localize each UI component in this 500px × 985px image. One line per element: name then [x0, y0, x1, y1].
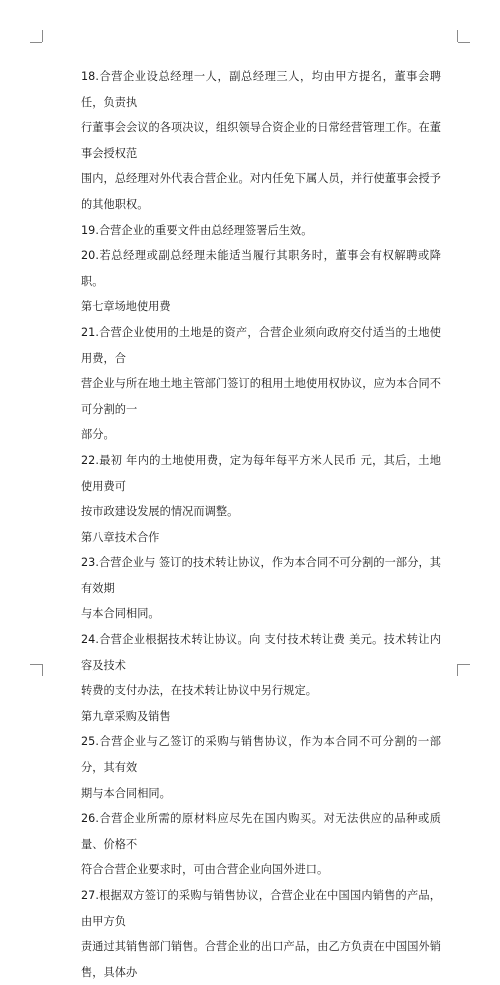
paragraph-line: 营企业与所在地土地主管部门签订的租用土地使用权协议，应为本合同不可分割的一 — [81, 377, 441, 416]
paragraph-line: 围内，总经理对外代表合营企业。对内任免下属人员，并行使董事会授予的其他职权。 — [81, 172, 441, 211]
crop-mark-top-left-v — [42, 30, 43, 42]
paragraph-line: 24.合营企业根据技术转让协议。向 支付技术转让费 美元。技术转让内容及技术 — [81, 633, 441, 672]
paragraph-line: 按市政建设发展的情况而调整。 — [81, 505, 239, 519]
paragraph-line: 与本合同相同。 — [81, 607, 160, 621]
chapter-heading: 第八章技术合作 — [81, 530, 160, 544]
crop-mark-bottom-right-v — [457, 664, 458, 676]
paragraph-line: 18.合营企业设总经理一人，副总经理三人，均由甲方提名，董事会聘任，负责执 — [81, 70, 441, 109]
paragraph-line: 20.若总经理或副总经理未能适当履行其职务时，董事会有权解聘或降职。 — [81, 249, 441, 288]
chapter-heading: 第九章采购及销售 — [81, 709, 171, 723]
paragraph-line: 期与本合同相同。 — [81, 786, 171, 800]
paragraph-line: 转费的支付办法，在技术转让协议中另行规定。 — [81, 684, 317, 698]
paragraph-line: 责通过其销售部门销售。合营企业的出口产品，由乙方负责在中国国外销售，具体办 — [81, 940, 441, 979]
crop-mark-top-left-h — [30, 42, 42, 43]
paragraph-line: 22.最初 年内的土地使用费，定为每年每平方米人民币 元，其后，土地使用费可 — [81, 453, 441, 493]
crop-mark-top-right-h — [458, 42, 470, 43]
chapter-heading: 第七章场地使用费 — [81, 300, 171, 314]
paragraph-line: 符合合营企业要求时，可由合营企业向国外进口。 — [81, 863, 329, 877]
paragraph-line: 21.合营企业使用的土地是的资产，合营企业须向政府交付适当的土地使用费，合 — [81, 325, 441, 365]
paragraph-line: 部分。 — [81, 428, 115, 442]
document-body — [81, 64, 441, 985]
paragraph-line: 27.根据双方签订的采购与销售协议，合营企业在中国国内销售的产品，由甲方负 — [81, 889, 441, 928]
crop-mark-bottom-right-h — [458, 664, 470, 665]
paragraph-line: 19.合营企业的重要文件由总经理签署后生效。 — [81, 223, 313, 237]
paragraph-line: 行董事会会议的各项决议，组织领导合资企业的日常经营管理工作。在董事会授权范 — [81, 121, 441, 160]
crop-mark-bottom-left-v — [42, 664, 43, 676]
crop-mark-top-right-v — [457, 30, 458, 42]
paragraph-line: 25.合营企业与乙签订的采购与销售协议，作为本合同不可分割的一部分，其有效 — [81, 735, 441, 775]
paragraph-line: 23.合营企业与 签订的技术转让协议，作为本合同不可分割的一部分，其有效期 — [81, 556, 441, 595]
crop-mark-bottom-left-h — [30, 664, 42, 665]
paragraph-line: 26.合营企业所需的原材料应尽先在国内购买。对无法供应的品种或质量、价格不 — [81, 812, 441, 851]
